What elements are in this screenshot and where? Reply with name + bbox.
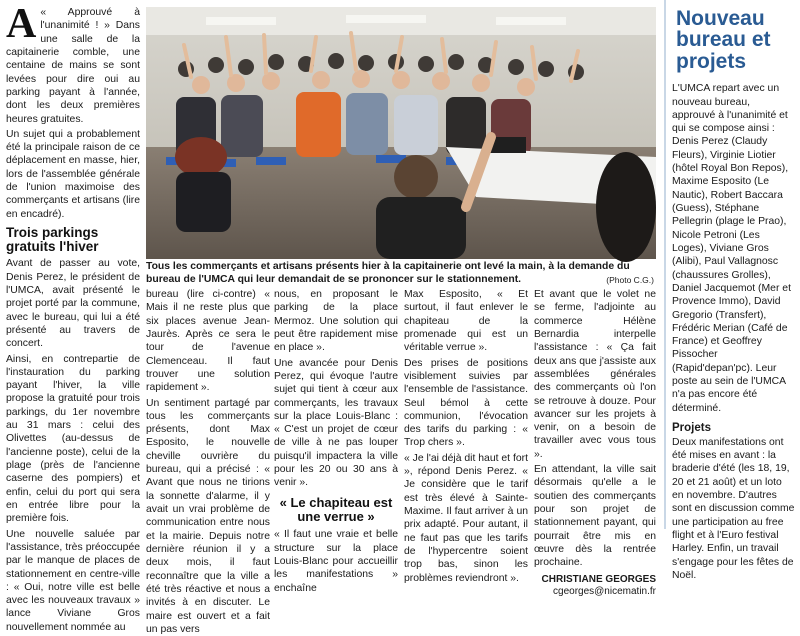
article-column-4 (404, 288, 528, 526)
author-signature: CHRISTIANE GEORGES (534, 574, 656, 587)
section-subhead: « Le chapiteau est une verrue » (274, 496, 398, 525)
sidebar-paragraph: L'UMCA repart avec un nouveau bureau, approuvé à l'unanimité et qui se compose ainsi : Denis Perez (Claudy Fleurs), Virginie Liotier (hôtel Royal Bon Repos), Maxime Esposito (Le Nautic), Robert Baccara (Guess), Stéphane Pellegrin (plage le Prao), Nicole Petroni (Les Loges), Viviane Gros (Alibi), Paul Vallagnosc (chaussures Grolles), Daniel Jacquemot (Mer et Provence Immo), David Gregorio (Transfert), Frédéric Merian (Café de France) et Geoffrey Pissocher (Rapid'depan'pc). Leur poste au sein de l'UMCA n'a pas encore été déterminé. (672, 82, 795, 415)
article-column-5 (534, 288, 656, 526)
article-paragraph: Une nouvelle saluée par l'assistance, très préoccupée par le manque de places de stationnement en centre-ville : « Oui, notre ville est belle avec les nouveaux travaux » lance Viviane Gros nouvellement nommée au (6, 528, 140, 635)
article-paragraph: « Je l'ai déjà dit haut et fort », répond Denis Perez. « Je considère que le tarif est très élevé à Sainte-Maxime. Il faut arriver à un prix adapté. Pour autant, il ne faut pas que les tarifs de l'hypercentre soient trop bas, sinon les problèmes reviendront ». (404, 452, 528, 585)
article-paragraph: Ainsi, en contrepartie de l'instauration du parking payant l'hiver, la ville propose la gratuité pour trois parkings, du 1er novembre au 31 mars : celui des Olivettes (au-dessus de l'ancienne poste), celui de la plage (près de l'ancienne caserne des pompiers) et enfin, celui du port qui sera en entrée libre pour la première fois. (6, 353, 140, 526)
photo-illustration (146, 7, 656, 259)
photo-credit: (Photo C.G.) (606, 275, 654, 286)
caption-text: Tous les commerçants et artisans présents hier à la capitainerie ont levé la main, à la demande du bureau de l'UMCA qui leur demandait de se prononcer sur le stationnement. (146, 261, 630, 285)
drop-cap: A (6, 7, 36, 41)
article-paragraph: Avant de passer au vote, Denis Perez, le président de l'UMCA, avait présenté le projet porté par la commune, avec le bureau, qui lui a été présenté au travers de concert. (6, 257, 140, 350)
section-subhead: Trois parkings gratuits l'hiver (6, 226, 140, 254)
author-email[interactable]: cgeorges@nicematin.fr (534, 586, 656, 599)
article-paragraph: nous, en proposant le parking de la place Mermoz. Une solution qui peut être rapidement mise en place ». (274, 288, 398, 355)
article-column-2 (146, 288, 270, 526)
article-column-1 (6, 6, 140, 526)
article-column-3 (274, 288, 398, 526)
article-paragraph: bureau (lire ci-contre) « Mais il ne reste plus que six places avenue Jean-Jaurès. Après ce sera le tour de l'avenue Clemenceau. Il faut trouver une solution rapidement ». (146, 288, 270, 395)
article-paragraph: Un sujet qui a probablement été la principale raison de ce déplacement en masse, hier, lors de l'assemblée générale de l'union maximoise des commerçants et artisans (lire en encadré). (6, 128, 140, 221)
article-paragraph: En attendant, la ville sait désormais qu'elle a le soutien des commerçants pour son projet de stationnement payant, qui pourrait être mis en œuvre dès la rentrée prochaine. (534, 463, 656, 570)
article-paragraph: Un sentiment partagé par tous les commerçants présents, dont Max Esposito, le nouvelle cheville ouvrière du bureau, qui a précisé : « Avant que nous ne tirions la sonnette d'alarme, il y avait un vrai problème de communication entre nous et la mairie. Depuis notre dernière réunion il y a deux mois, il faut reconnaître que la ville a été très réactive et nous a invités à en discuter. Le maire est ouvert et a fait un pas vers (146, 397, 270, 636)
sidebar-paragraph: Deux manifestations ont été mises en avant : la braderie d'été (les 18, 19, 20 et 21 août) et un loto en novembre. D'autres sont en discussion comme une participation au free flight et à l'Euro festival Harley. Enfin, un travail s'engage pour les fêtes de Noël. (672, 436, 795, 582)
article-paragraph: Une avancée pour Denis Perez, qui évoque l'autre sujet qui tient à cœur aux commerçants, les travaux sur la place Louis-Blanc : « C'est un projet de cœur de ville à ne pas louper puisqu'il impactera la ville pour les 20 ou 30 ans à venir ». (274, 357, 398, 490)
sidebar-box (664, 0, 797, 529)
photo-caption (146, 260, 656, 286)
article-lead: « Approuvé à l'unanimité ! » Dans une salle de la capitainerie comble, une centaine de mains se sont levées pour dire oui au parking payant à l'année, dont les deux premières heures gratuites. (6, 6, 140, 126)
assembly-photo (146, 7, 656, 259)
article-paragraph: Et avant que le volet ne se ferme, l'adjointe au commerce Hélène Bernardia interpelle l'assistance : « Ça fait deux ans que j'assiste aux assemblées générales des commerçants où l'on se retrouve à douze. Pour avancer sur les projets à venir, on a besoin de travailler avec vous tous ». (534, 288, 656, 461)
article-paragraph: Des prises de positions visiblement suivies par l'ensemble de l'assistance. Seul bémol à cette communion, l'évocation des tarifs du parking : « Trop chers ». (404, 357, 528, 450)
sidebar-title: Nouveau bureau et projets (676, 8, 795, 72)
article-paragraph: Max Esposito, « Et surtout, il faut enlever le chapiteau de la promenade qui est un véritable verrue ». (404, 288, 528, 355)
article-paragraph: « Il faut une vraie et belle structure sur la place Louis-Blanc pour accueillir les manifestations » enchaîne (274, 528, 398, 595)
sidebar-subhead: Projets (672, 421, 795, 436)
